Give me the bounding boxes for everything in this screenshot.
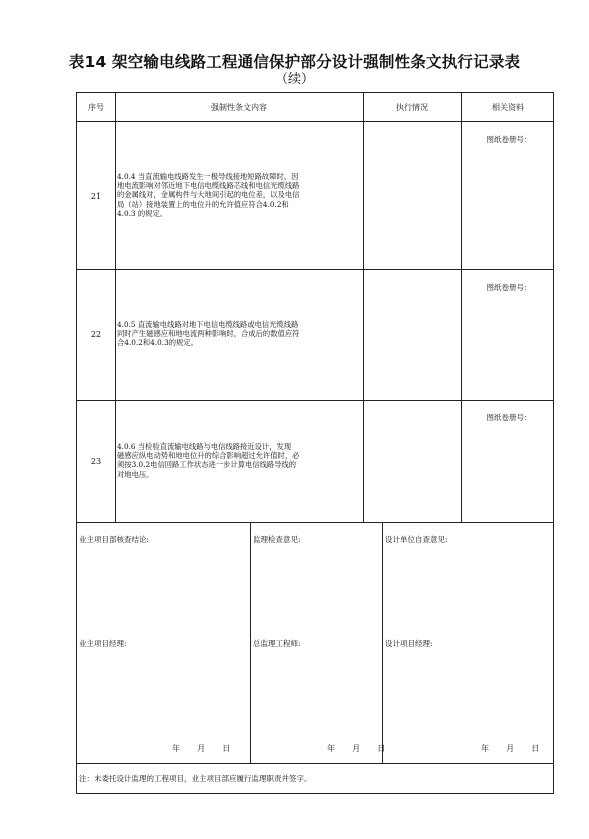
date-year: 年 [327,744,335,753]
date-day: 日 [531,744,540,753]
row-content: 4.0.4 当直流输电线路发生一极导线接地短路故障时，因 地电流影响对邻近地下电信电缆线路芯线和电信光缆线路 的金属线对，金属构件与大地间引起的电位差，以及电信 局（站）接地装置上的电位升的允许值应符合4.0.2和 4.0.3 的规定。 [117,172,300,218]
supervisor-opinion-label: 监理检查意见: [253,535,301,544]
row-content: 4.0.6 当检验直流输电线路与电信线路接近设计，发现 磁感应纵电动势和地电位升的综合影响超过允许值时，必 须按3.0.2电信回路工作状态进一步计算电信线路导线的 对地电压。 [117,442,300,479]
owner-manager-label: 业主项目经理: [79,639,127,648]
row-seq: 22 [90,330,102,339]
row-ref: 图纸卷册号： [486,283,532,292]
date-year: 年 [172,744,180,753]
signoff-divider [382,522,383,763]
row-divider [77,269,553,270]
row-ref: 图纸卷册号： [486,135,532,144]
date-month: 月 [197,744,206,753]
signoff-bottom-divider [77,763,553,764]
document-title: 表14 架空输电线路工程通信保护部分设计强制性条文执行记录表 [68,53,521,71]
header-status: 执行情况 [396,102,428,112]
record-table [76,92,554,794]
header-content: 强制性条文内容 [211,102,267,112]
header-divider [77,121,553,122]
supervisor-sign-date [327,743,385,754]
row-content: 4.0.5 直流输电线路对地下电信电缆线路或电信光缆线路 同时产生磁感应和地电流两种影响时，合成后的数值应符 合4.0.2和4.0.3的规定。 [117,320,300,348]
row-seq: 23 [90,457,102,466]
date-day: 日 [222,744,231,753]
design-opinion-label: 设计单位自查意见: [385,535,448,544]
footnote: 注：未委托设计监理的工程项目，业主项目部应履行监理职责并签字。 [79,774,312,783]
column-divider [115,93,116,522]
rows-bottom-divider [77,522,553,523]
design-sign-date [481,743,539,754]
date-month: 月 [352,744,361,753]
date-month: 月 [506,744,515,753]
column-divider [461,93,462,522]
header-seq: 序号 [88,102,104,112]
row-ref: 图纸卷册号： [486,413,532,422]
signoff-divider [250,522,251,763]
date-day: 日 [377,744,386,753]
owner-sign-date [172,743,230,754]
supervisor-engineer-label: 总监理工程师: [253,639,301,648]
row-seq: 21 [90,192,102,201]
document-subtitle: （续） [274,72,314,87]
row-divider [77,400,553,401]
design-manager-label: 设计项目经理: [385,639,433,648]
owner-conclusion-label: 业主项目部核查结论: [79,535,150,544]
column-divider [363,93,364,522]
header-ref: 相关资料 [492,102,524,112]
date-year: 年 [481,744,489,753]
